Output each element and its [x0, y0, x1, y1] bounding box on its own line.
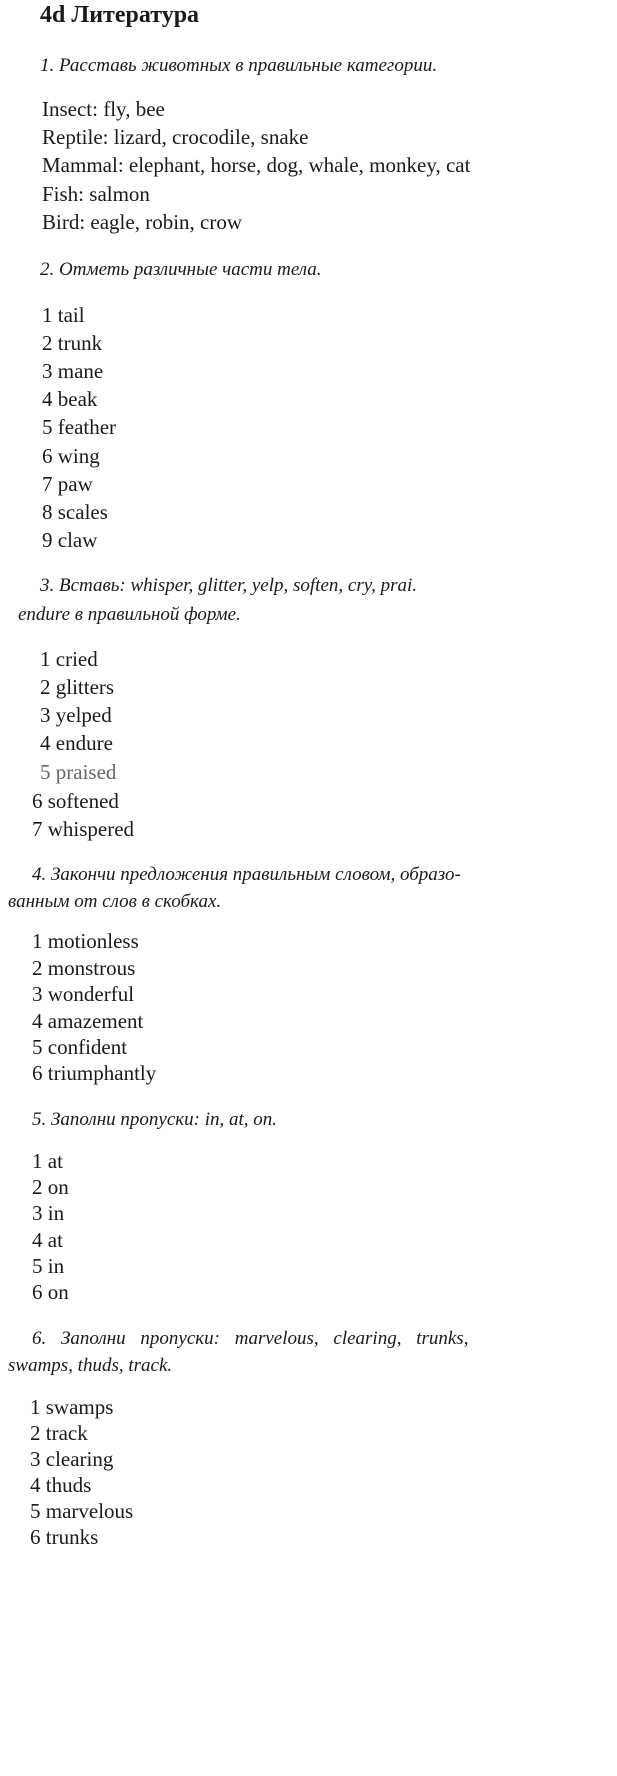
task-6-answer: 6 trunks: [30, 1525, 99, 1549]
task-2-answer: 5 feather: [42, 415, 117, 439]
task-2-answer: 8 scales: [42, 500, 108, 524]
task-3-instruction-line-2: endure в правильной форме.: [18, 604, 241, 625]
task-4-answer: 4 amazement: [32, 1009, 144, 1033]
task-1-answer: Reptile: lizard, crocodile, snake: [42, 125, 309, 149]
task-4-answer: 2 monstrous: [32, 956, 136, 980]
task-4-answer: 1 motionless: [32, 929, 139, 953]
task-4-answer: 5 confident: [32, 1035, 128, 1059]
task-2-answer: 9 claw: [42, 528, 98, 552]
task-5-instruction: 5. Заполни пропуски: in, at, on.: [32, 1109, 278, 1130]
task-4-answer: 6 triumphantly: [32, 1061, 157, 1085]
task-6-answer: 2 track: [30, 1421, 88, 1445]
task-2-instruction: 2. Отметь различные части тела.: [40, 259, 322, 280]
page-title: 4d Литература: [40, 2, 200, 28]
task-5-answer: 4 at: [32, 1228, 63, 1252]
task-2-answer: 6 wing: [42, 444, 100, 468]
task-5-answer: 3 in: [32, 1201, 65, 1225]
task-4-instruction-line-1: 4. Закончи предложения правильным словом, образо-: [32, 864, 461, 885]
task-1-answer: Insect: fly, bee: [42, 97, 165, 121]
task-6-answer: 5 marvelous: [30, 1499, 134, 1523]
task-2-answer: 4 beak: [42, 387, 98, 411]
task-6-instruction-line-2: swamps, thuds, track.: [8, 1355, 173, 1376]
task-3-answer: 1 cried: [40, 647, 98, 671]
task-6-answer: 4 thuds: [30, 1473, 92, 1497]
task-2-answer: 3 mane: [42, 359, 104, 383]
task-2-answer: 2 trunk: [42, 331, 103, 355]
task-1-instruction: 1. Расставь животных в правильные категории.: [40, 55, 438, 76]
task-3-answer: 2 glitters: [40, 675, 115, 699]
task-4-instruction-line-2: ванным от слов в скобках.: [8, 891, 222, 912]
task-3-answer: 7 whispered: [32, 817, 135, 841]
task-6-instruction-line-1: 6. Заполни пропуски: marvelous, clearing, trunks,: [32, 1328, 469, 1349]
task-4-answer: 3 wonderful: [32, 982, 135, 1006]
task-2-answer: 1 tail: [42, 303, 85, 327]
task-5-answer: 1 at: [32, 1149, 63, 1173]
task-3-answer: 3 yelped: [40, 703, 112, 727]
task-3-answer: 4 endure: [40, 731, 113, 755]
task-5-answer: 2 on: [32, 1175, 69, 1199]
task-5-answer: 5 in: [32, 1254, 65, 1278]
task-3-answer: 5 praised: [40, 760, 117, 784]
task-1-answer: Bird: eagle, robin, crow: [42, 210, 243, 234]
task-2-answer: 7 paw: [42, 472, 93, 496]
task-1-answer: Mammal: elephant, horse, dog, whale, monkey, cat: [42, 153, 471, 177]
task-5-answer: 6 on: [32, 1280, 69, 1304]
task-3-answer: 6 softened: [32, 789, 119, 813]
task-6-answer: 3 clearing: [30, 1447, 114, 1471]
task-3-instruction-line-1: 3. Вставь: whisper, glitter, yelp, soften, cry, prai.: [40, 575, 418, 596]
task-1-answer: Fish: salmon: [42, 182, 150, 206]
task-6-answer: 1 swamps: [30, 1395, 114, 1419]
